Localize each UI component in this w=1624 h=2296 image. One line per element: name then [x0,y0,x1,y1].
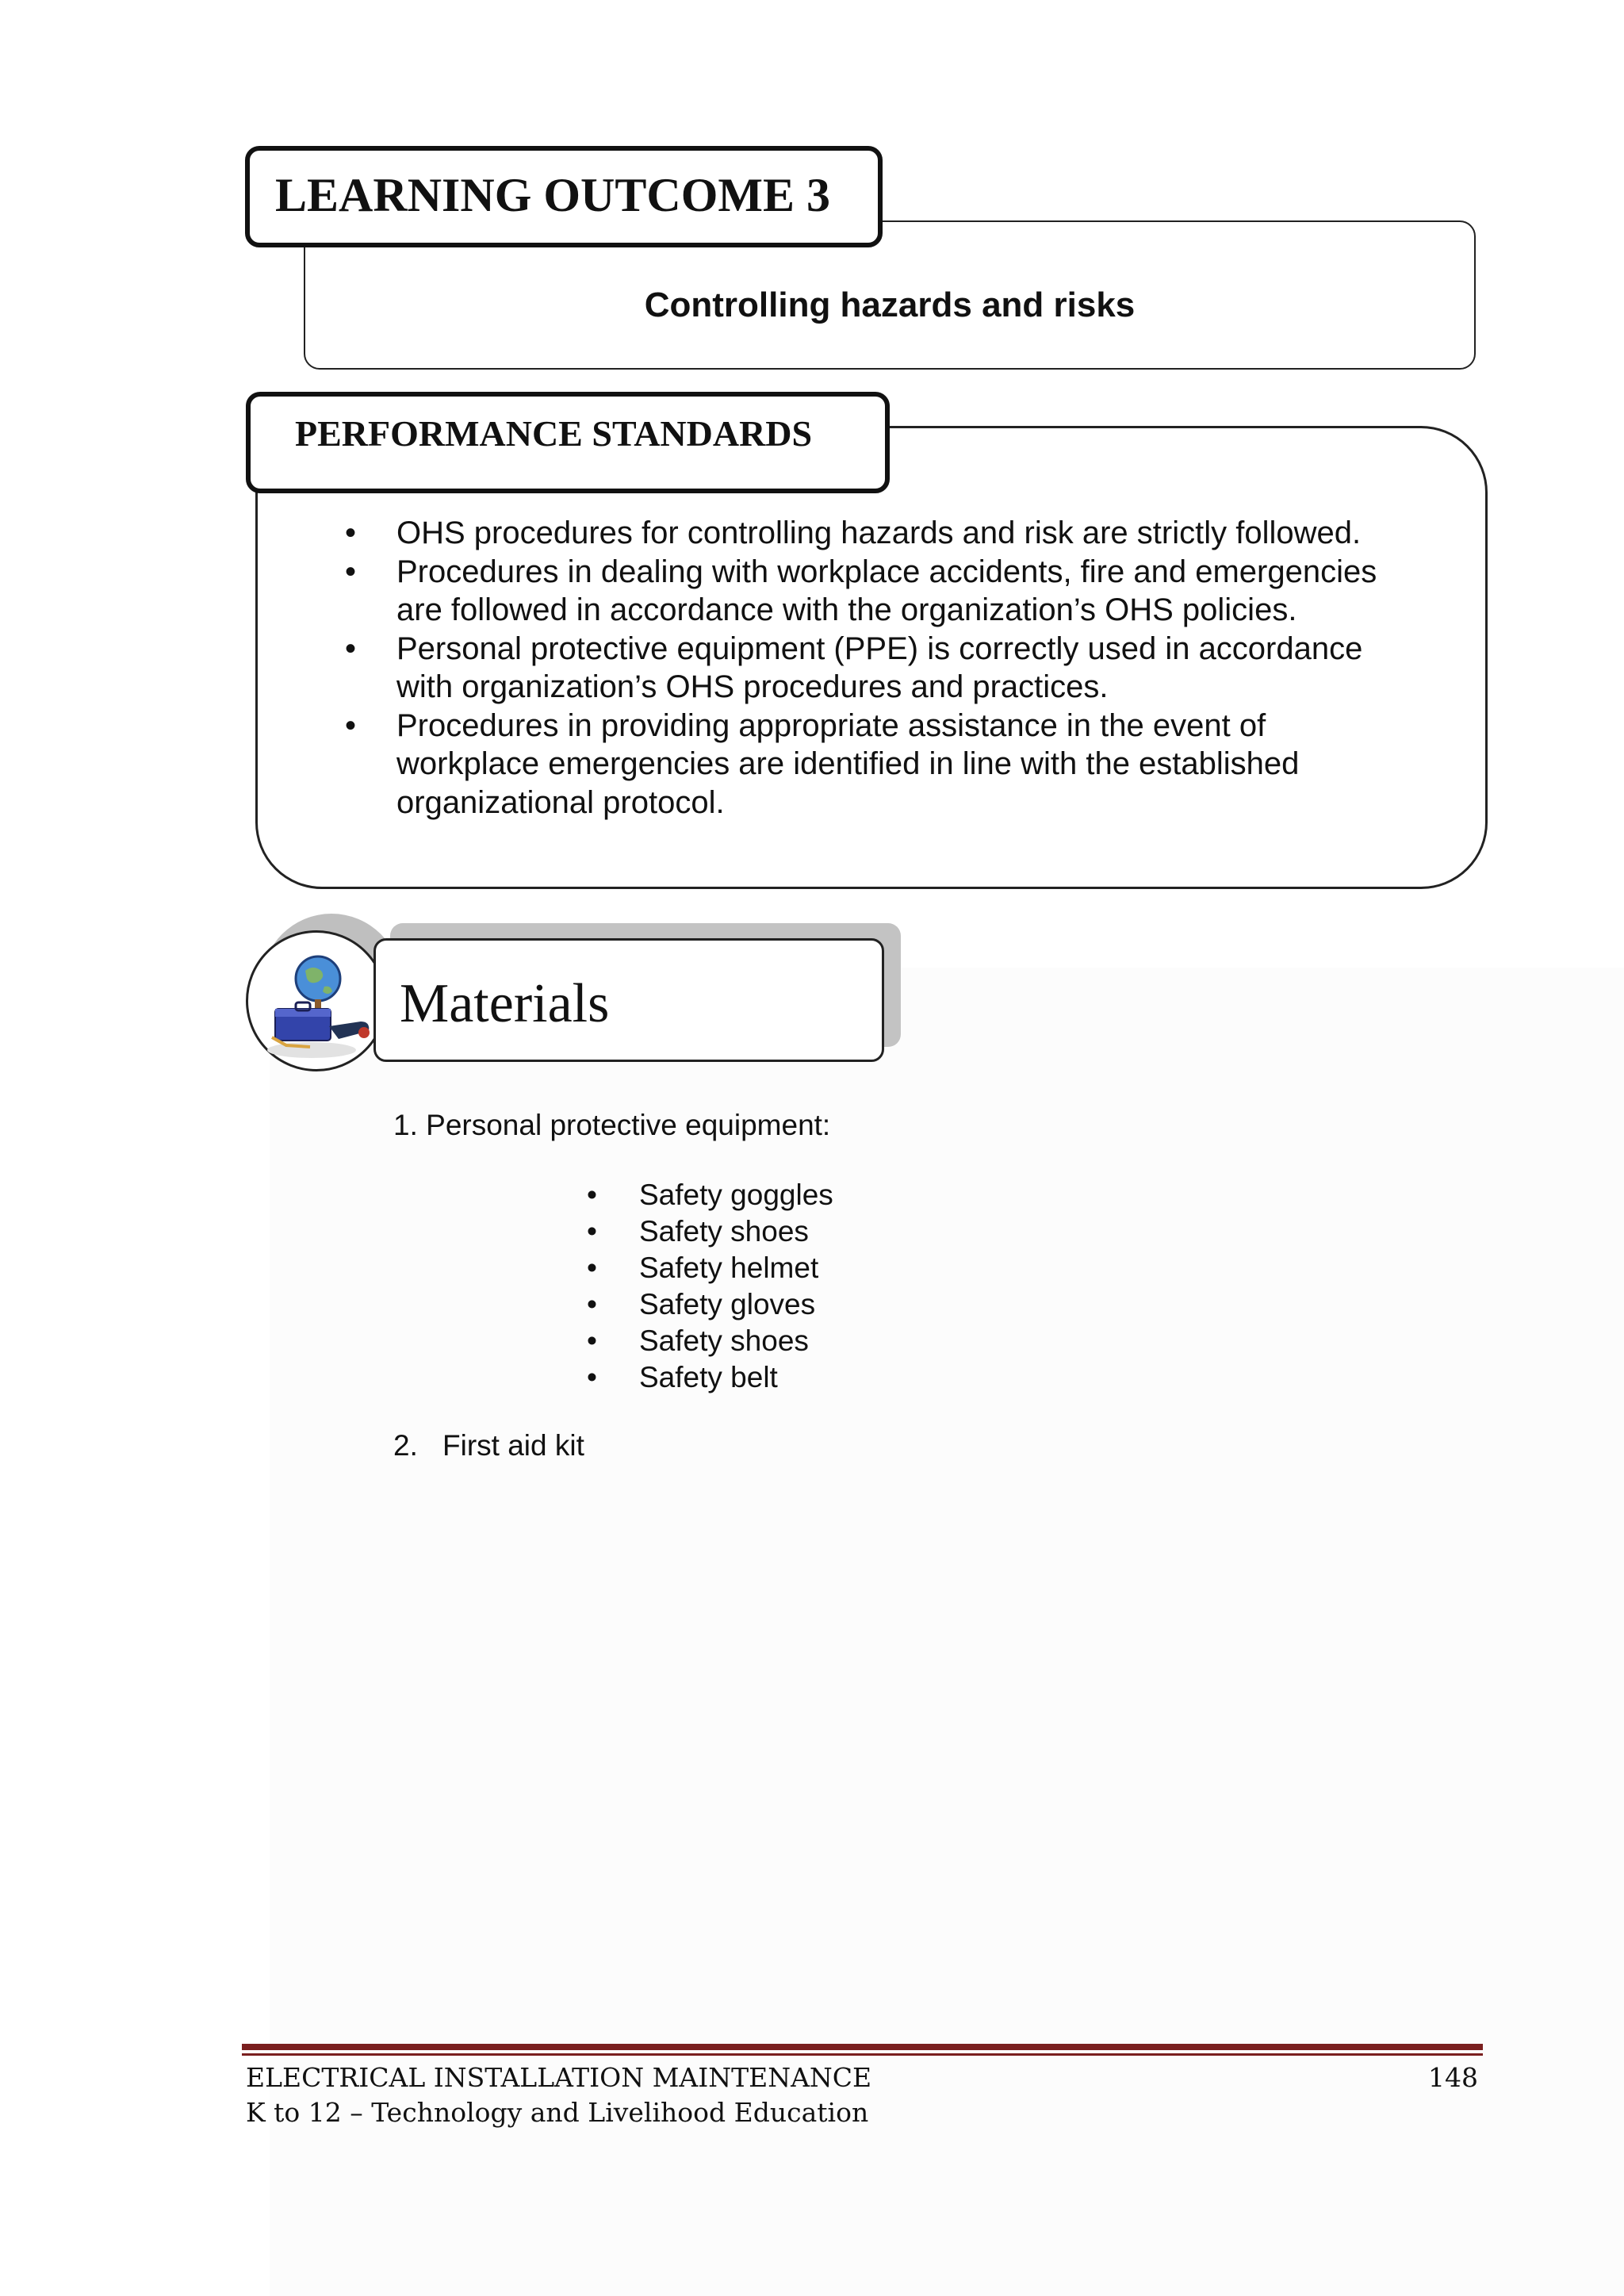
materials-item-2-number: 2. [393,1429,418,1462]
materials-tab [373,938,884,1062]
bullet: • [345,707,357,743]
materials-item-1: 1. Personal protective equipment: [393,1109,831,1141]
list-item-text: Safety goggles [639,1179,833,1211]
list-item-text: Safety shoes [639,1324,809,1357]
learning-outcome-tab [245,146,883,247]
bullet: • [587,1251,597,1284]
materials-item-2 [393,1429,584,1462]
list-item [584,1323,833,1359]
learning-outcome-subtitle: Controlling hazards and risks [644,286,1136,324]
bullet: • [587,1361,597,1393]
list-item [341,630,1451,707]
materials-item-2-text: First aid kit [442,1429,584,1462]
list-item [584,1286,833,1323]
learning-outcome-title: LEARNING OUTCOME 3 [275,169,831,221]
list-item-text: Safety gloves [639,1288,816,1320]
footer-rule [242,2044,1483,2050]
list-item [341,707,1451,822]
globe-toolbox-icon [248,933,385,1069]
bullet: • [587,1179,597,1211]
performance-standards-list [341,514,1451,822]
footer-subtitle: K to 12 – Technology and Livelihood Education [246,2097,869,2128]
bullet: • [345,516,357,550]
list-item-text: OHS procedures for controlling hazards and risk are strictly followed. [396,516,1362,550]
list-item [584,1359,833,1396]
footer-rule-thin [242,2053,1483,2056]
bullet: • [587,1324,597,1357]
bullet: • [345,631,357,666]
materials-icon-frame [246,930,387,1071]
materials-title: Materials [400,973,610,1034]
list-item-text: Procedures in dealing with workplace accidents, fire and emergencies are followed in accordance with the organization’s OHS policies. [396,554,1377,627]
bullet: • [587,1288,597,1320]
list-item-text: Procedures in providing appropriate assistance in the event of workplace emergencies are identified in line with the established organizational protocol. [396,707,1300,820]
list-item [341,553,1451,630]
footer-title: ELECTRICAL INSTALLATION MAINTENANCE [246,2062,872,2093]
list-item-text: Safety helmet [639,1251,819,1284]
performance-standards-title: PERFORMANCE STANDARDS [295,413,813,454]
performance-standards-tab [246,392,890,493]
list-item-text: Personal protective equipment (PPE) is correctly used in accordance with organization’s OHS procedures and practices. [396,631,1363,704]
bullet: • [345,554,357,589]
bullet: • [587,1215,597,1248]
list-item [584,1250,833,1286]
list-item [584,1177,833,1213]
list-item-text: Safety belt [639,1361,778,1393]
list-item [584,1213,833,1250]
list-item [341,514,1451,553]
ppe-list [584,1177,833,1396]
list-item-text: Safety shoes [639,1215,809,1248]
page-number: 148 [1428,2062,1478,2093]
